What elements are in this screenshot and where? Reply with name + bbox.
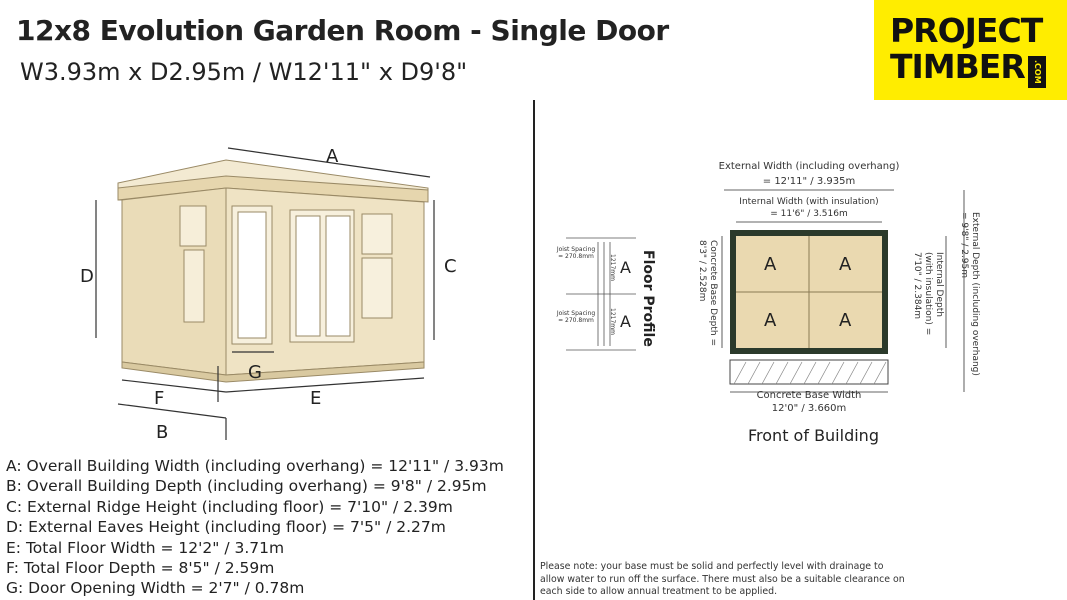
label-a: A <box>326 146 339 167</box>
logo-dotcom: .COM <box>1028 56 1046 88</box>
height-1: 1217mm <box>609 254 616 281</box>
legend-item: F: Total Floor Depth = 8'5" / 2.59m <box>6 559 275 578</box>
external-width-value: = 12'11" / 3.935m <box>762 176 856 187</box>
logo-line-1: PROJECT <box>890 11 1043 50</box>
plan-panel-a: A <box>764 310 777 331</box>
internal-width-label: Internal Width (with insulation) <box>739 197 879 207</box>
concrete-base-width-value: 12'0" / 3.660m <box>771 403 847 414</box>
label-f: F <box>154 388 165 409</box>
legend-item: C: External Ridge Height (including floor) = 7'10" / 2.39m <box>6 497 453 516</box>
legend-item: A: Overall Building Width (including overhang) = 12'11" / 3.93m <box>6 457 504 475</box>
floor-profile-title: Floor Profile <box>640 250 656 347</box>
front-of-building-label: Front of Building <box>748 426 879 445</box>
legend-item: D: External Eaves Height (including floor) = 7'5" / 2.27m <box>6 518 446 537</box>
label-e: E <box>310 388 322 409</box>
building-3d-drawing <box>118 160 428 382</box>
concrete-base-width-label: Concrete Base Width <box>756 390 862 401</box>
plan-panel-a: A <box>764 254 777 275</box>
external-width-label: External Width (including overhang) <box>718 161 900 172</box>
floor-profile-panel-a1: A <box>620 258 631 277</box>
dimension-legend <box>6 456 504 599</box>
joist-spacing-2: Joist Spacing = 270.8mm <box>556 310 596 324</box>
height-2: 1217mm <box>609 308 616 335</box>
floor-profile-panel-a2: A <box>620 312 631 331</box>
concrete-base-depth: Concrete Base Depth = 8'3" / 2.528m <box>697 240 718 347</box>
page-title: 12x8 Evolution Garden Room - Single Door <box>16 14 669 47</box>
page-subtitle: W3.93m x D2.95m / W12'11" x D9'8" <box>20 58 468 86</box>
base-note: Please note: your base must be solid and perfectly level with drainage to allow water to run off the surface. There must also be a suitable clearance on each side to allow annual treatment to be applied. <box>540 561 905 597</box>
legend-item: G: Door Opening Width = 2'7" / 0.78m <box>6 579 305 598</box>
internal-width-value: = 11'6" / 3.516m <box>770 209 848 219</box>
plan-panel-a: A <box>839 254 852 275</box>
label-c: C <box>444 256 457 277</box>
internal-depth: Internal Depth (with insulation) = 7'10" / 2.384m <box>912 252 944 336</box>
legend-item: E: Total Floor Width = 12'2" / 3.71m <box>6 538 285 557</box>
joist-spacing-1: Joist Spacing = 270.8mm <box>556 246 596 260</box>
external-depth: External Depth (including overhang) = 9'8" / 2.95m <box>959 212 980 376</box>
legend-item: B: Overall Building Depth (including overhang) = 9'8" / 2.95m <box>6 477 487 496</box>
plan-panel-a: A <box>839 310 852 331</box>
label-d: D <box>80 266 94 287</box>
label-b: B <box>156 422 169 443</box>
logo-line-2: TIMBER <box>890 47 1025 86</box>
label-g: G <box>248 362 262 383</box>
